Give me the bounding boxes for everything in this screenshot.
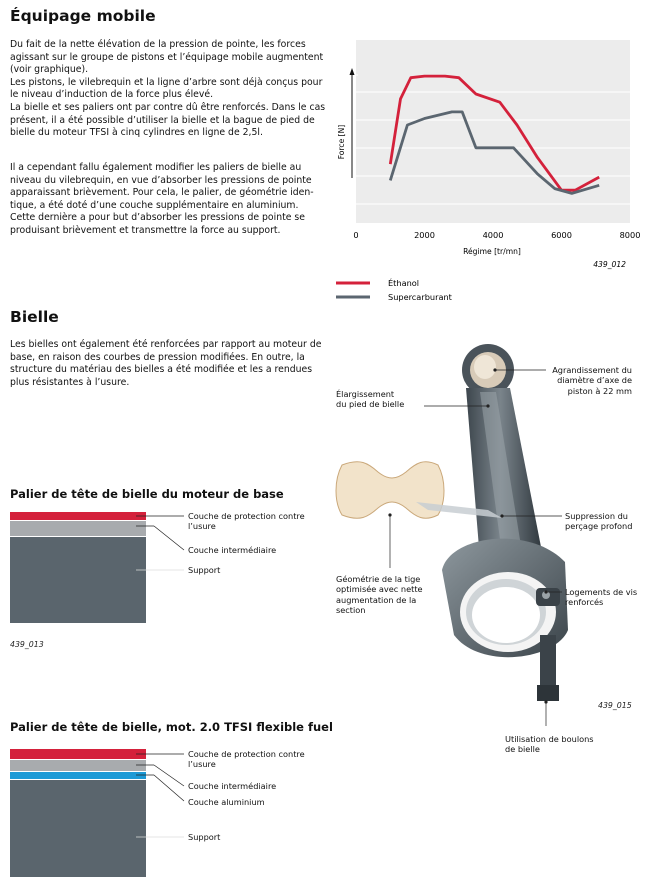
text-line: Les pistons, le vilebrequin et la ligne d’arbre sont déjà conçus pour [10, 76, 323, 88]
palier-flex-title: Palier de tête de bielle, mot. 2.0 TFSI flexible fuel [10, 720, 333, 734]
text-line: augmentation de la [336, 594, 417, 605]
legend-label-ethanol: Éthanol [388, 278, 420, 288]
figure-id: 439_013 [10, 640, 44, 649]
text-line: (voir graphique). [10, 64, 89, 76]
layer-support [10, 537, 146, 623]
label-protection [188, 511, 305, 532]
text-line: Cette dernière a pour but d’absorber les pressions de pointe se [10, 212, 305, 224]
callout-dot [388, 513, 391, 516]
bushing-highlight [474, 355, 496, 379]
force-chart [320, 30, 650, 310]
text-line: perçage profond [565, 521, 633, 532]
label-aluminium: Couche aluminium [188, 797, 265, 807]
text-line: Logements de vis [565, 587, 638, 597]
text-line: Couche de protection contre [188, 749, 305, 759]
text-line: bielle du moteur TFSI à cinq cylindres en ligne de 2,5l. [10, 127, 263, 139]
bolt-head [537, 685, 559, 701]
callout-geometrie [336, 574, 423, 616]
callout-logements [565, 587, 637, 608]
text-line: Couche de protection contre [188, 511, 305, 521]
figure-id: 439_012 [593, 260, 626, 269]
figure-id: 439_015 [598, 701, 632, 710]
callout-dot [493, 368, 496, 371]
layer-intermediaire [10, 520, 146, 536]
label-support: Support [188, 832, 221, 842]
callout-line [154, 765, 184, 786]
text-line: optimisée avec nette [336, 584, 423, 595]
text-line: Il a cependant fallu également modifier les paliers de bielle au [10, 162, 302, 173]
callout-boulons [505, 734, 594, 755]
section-title-bielle: Bielle [10, 308, 59, 326]
bielle-paragraph [10, 339, 321, 389]
text-line: le niveau d’induction de la force plus élevé. [10, 89, 214, 101]
text-line: renforcés [565, 597, 604, 608]
layer-aluminium [10, 772, 146, 779]
text-line: apparaissant brièvement. Pour cela, le palier, de géométrie iden- [10, 187, 314, 199]
callout-elargissement [336, 389, 404, 410]
palier-flex-callout-lines [130, 748, 190, 848]
text-line: Géométrie de la tige [336, 574, 421, 584]
callout-dot [486, 404, 489, 407]
text-line: présent, il a été possible d’utiliser la bielle et la bague de pied de [10, 114, 315, 126]
section-title-equipage: Équipage mobile [10, 7, 156, 25]
text-line: Du fait de la nette élévation de la pression de pointe, les forces [10, 39, 306, 50]
text-line: La bielle et ses paliers ont par contre dû être renforcés. Dans le cas [10, 101, 326, 113]
callout-dot [544, 590, 547, 593]
equipage-paragraph-1 [10, 39, 325, 140]
x-tick-label: 8000 [619, 230, 641, 240]
label-intermediaire: Couche intermédiaire [188, 781, 277, 791]
palier-base-title: Palier de tête de bielle du moteur de base [10, 487, 284, 501]
x-tick-label: 6000 [551, 230, 572, 240]
legend-label-supercarburant: Supercarburant [388, 292, 452, 302]
label-protection [188, 749, 305, 770]
text-line: piston à 22 mm [567, 385, 632, 396]
callout-line [154, 526, 184, 550]
bore-inner [472, 587, 540, 643]
layer-protection [10, 749, 146, 759]
text-line: du pied de bielle [336, 399, 405, 410]
text-line: niveau du vilebrequin, en vue d’absorber les pressions de pointe [10, 174, 312, 186]
text-line: diamètre d’axe de [557, 375, 632, 386]
layer-protection [10, 512, 146, 520]
text-line: produisant brièvement et transmettre la force au support. [10, 224, 281, 236]
x-tick-label: 0 [353, 230, 359, 240]
text-line: Les bielles ont également été renforcées par rapport au moteur de [10, 339, 322, 350]
text-line: base, en raison des courbes de pression modifiées. En outre, la [10, 351, 305, 363]
x-axis-label: Régime [tr/mn] [463, 247, 521, 256]
x-tick-label: 4000 [482, 230, 504, 240]
text-line: l’usure [188, 759, 216, 770]
label-intermediaire: Couche intermédiaire [188, 545, 277, 555]
text-line: l’usure [188, 521, 216, 532]
label-support: Support [188, 565, 221, 575]
text-line: plus résistantes à l’usure. [10, 376, 130, 388]
callout-suppression [565, 511, 632, 532]
text-line: tique, a été doté d’une couche supplémentaire en aluminium. [10, 199, 299, 211]
callout-line [154, 775, 184, 801]
layer-intermediaire [10, 760, 146, 771]
x-tick-label: 2000 [414, 230, 435, 240]
chart-plot-area [356, 40, 630, 223]
text-line: section [336, 605, 366, 616]
text-line: Suppression du [565, 511, 628, 521]
text-line: agissant sur le groupe de pistons et l’équipage mobile augmentent [10, 51, 324, 63]
text-line: Agrandissement du [552, 365, 632, 375]
text-line: de bielle [505, 744, 540, 755]
text-line: Utilisation de boulons [505, 734, 594, 744]
callout-dot [544, 700, 547, 703]
y-axis-label: Force [N] [337, 124, 346, 160]
equipage-paragraph-2 [10, 162, 314, 238]
y-axis-arrowhead [350, 68, 355, 75]
text-line: structure du matériau des bielles a été modifiée et les a rendues [10, 364, 313, 376]
palier-base-callout-lines [130, 510, 190, 580]
text-line: Élargissement [336, 389, 395, 399]
callout-dot [500, 514, 503, 517]
callout-agrandissement [551, 365, 632, 396]
layer-support [10, 780, 146, 877]
